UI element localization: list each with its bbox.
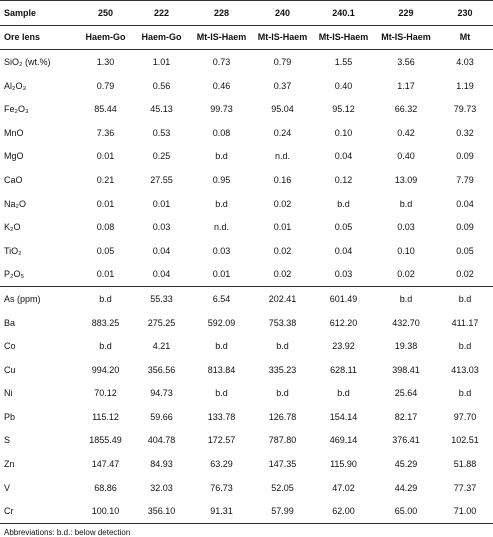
value-cell: b.d: [215, 151, 228, 162]
value-cell: 63.29: [210, 459, 233, 470]
value-cell: 0.21: [96, 174, 115, 185]
value-cell: 1.01: [152, 56, 171, 67]
value-cell: 1.55: [334, 56, 353, 67]
value-cell: 1.30: [96, 56, 115, 67]
value-cell: 0.04: [152, 245, 171, 256]
value-cell: 65.00: [375, 499, 437, 523]
value-cell: 0.40: [397, 151, 415, 162]
value-cell: 0.03: [334, 269, 353, 280]
value-cell: 66.32: [394, 104, 418, 115]
analyte-label: Co: [4, 341, 16, 352]
value-cell: 404.78: [147, 435, 176, 446]
value-cell: 91.31: [190, 499, 253, 523]
value-cell: 0.46: [212, 80, 231, 91]
analyte-label: Cu: [4, 364, 16, 375]
value-cell: b.d: [399, 198, 413, 209]
sample-id: 240.1: [312, 1, 375, 26]
value-cell: 0.01: [273, 222, 292, 233]
table-body: [0, 50, 493, 524]
analyte-label: TiO₂: [4, 245, 22, 256]
value-cell: 413.03: [451, 364, 479, 375]
analyte-label: MgO: [4, 151, 24, 162]
value-cell: 813.84: [207, 364, 236, 375]
value-cell: b.d: [337, 198, 350, 209]
value-cell: 133.78: [207, 411, 236, 422]
value-cell: 0.02: [273, 245, 292, 256]
table-row: [0, 452, 493, 476]
value-cell: 753.38: [268, 317, 297, 328]
sample-id: 222: [133, 1, 190, 26]
analyte-label: V: [4, 482, 11, 493]
value-cell: 0.04: [334, 245, 353, 256]
table-row: [0, 476, 493, 500]
value-cell: 202.41: [253, 287, 312, 311]
value-cell: 0.79: [273, 56, 292, 67]
value-cell: 0.25: [152, 151, 171, 162]
value-cell: 0.08: [212, 127, 231, 138]
value-cell: 44.29: [394, 482, 418, 493]
value-cell: 0.01: [96, 269, 115, 280]
table-row: [0, 74, 493, 98]
value-cell: 0.05: [96, 245, 115, 256]
value-cell: 4.21: [152, 341, 171, 352]
table-row: [0, 168, 493, 192]
value-cell: 70.12: [94, 388, 117, 399]
value-cell: 7.79: [456, 174, 474, 185]
ore-lens-type: Mt-IS-Haem: [253, 25, 312, 50]
value-cell: 0.42: [397, 127, 415, 138]
table-row: [0, 287, 493, 311]
value-cell: 1.19: [456, 80, 474, 91]
value-cell: 19.38: [394, 341, 418, 352]
value-cell: 1855.49: [89, 435, 122, 446]
value-cell: b.d: [215, 341, 228, 352]
value-cell: 628.11: [330, 364, 357, 375]
value-cell: 612.20: [329, 317, 358, 328]
value-cell: 0.10: [397, 245, 415, 256]
ore-lens-type: Mt-IS-Haem: [375, 25, 437, 50]
value-cell: 592.09: [207, 317, 236, 328]
value-cell: 147.35: [268, 459, 297, 470]
value-cell: b.d: [78, 287, 133, 311]
value-cell: n.d.: [213, 222, 229, 233]
value-cell: 0.05: [456, 245, 474, 256]
analyte-label: As (ppm): [0, 287, 78, 311]
value-cell: 0.01: [152, 198, 171, 209]
value-cell: 0.79: [96, 80, 115, 91]
value-cell: 0.05: [334, 222, 353, 233]
value-cell: b.d: [276, 388, 289, 399]
value-cell: 0.24: [273, 127, 292, 138]
value-cell: 147.47: [91, 459, 120, 470]
table-row: [0, 429, 493, 453]
analyte-label: Ba: [4, 317, 16, 328]
value-cell: 32.03: [150, 482, 173, 493]
value-cell: 27.55: [150, 174, 173, 185]
value-cell: 45.29: [394, 459, 418, 470]
value-cell: b.d: [437, 287, 493, 311]
analyte-label: Ni: [4, 388, 13, 399]
value-cell: 0.04: [456, 198, 474, 209]
value-cell: 0.32: [456, 127, 474, 138]
value-cell: 0.16: [273, 174, 292, 185]
value-cell: 0.04: [334, 151, 353, 162]
value-cell: 77.37: [453, 482, 477, 493]
analyte-label: K₂O: [4, 222, 21, 233]
table-row: [0, 358, 493, 382]
value-cell: 115.90: [330, 459, 357, 470]
sample-header-row: [0, 1, 493, 26]
value-cell: 0.95: [212, 174, 231, 185]
sample-id: 230: [437, 1, 493, 26]
value-cell: 100.10: [78, 499, 133, 523]
value-cell: 154.14: [329, 411, 358, 422]
value-cell: 0.08: [96, 222, 115, 233]
sample-id: 240: [253, 1, 312, 26]
table-row: [0, 334, 493, 358]
value-cell: 398.41: [392, 364, 420, 375]
value-cell: 4.03: [456, 56, 474, 67]
value-cell: 0.02: [273, 269, 292, 280]
table-row: [0, 192, 493, 216]
footnote: Abbreviations: b.d.: below detection: [4, 528, 131, 537]
value-cell: 99.73: [210, 104, 233, 115]
analyte-label: Al₂O₃: [4, 80, 27, 91]
value-cell: 335.23: [268, 364, 297, 375]
value-cell: 883.25: [91, 317, 120, 328]
table-row: [0, 405, 493, 429]
value-cell: 0.56: [152, 80, 171, 91]
value-cell: 3.56: [397, 56, 415, 67]
value-cell: 57.99: [253, 499, 312, 523]
analyte-label: Zn: [4, 459, 15, 470]
value-cell: 62.00: [312, 499, 375, 523]
ore-lens-label: Ore lens: [0, 25, 78, 50]
value-cell: 84.93: [150, 459, 173, 470]
value-cell: 0.09: [456, 151, 474, 162]
value-cell: 0.04: [152, 269, 171, 280]
value-cell: b.d: [99, 341, 112, 352]
table-row: [0, 499, 493, 523]
analyte-label: MnO: [4, 127, 24, 138]
analyte-label: SiO₂ (wt.%): [4, 56, 51, 67]
value-cell: 994.20: [91, 364, 120, 375]
value-cell: 55.33: [133, 287, 190, 311]
value-cell: 172.57: [207, 435, 236, 446]
value-cell: 0.01: [96, 198, 115, 209]
sample-id: 229: [375, 1, 437, 26]
analyte-label: Pb: [4, 411, 16, 422]
value-cell: 23.92: [332, 341, 355, 352]
value-cell: 787.80: [268, 435, 297, 446]
value-cell: 68.86: [94, 482, 117, 493]
sample-label: Sample: [0, 1, 78, 26]
analyte-label: CaO: [4, 174, 23, 185]
table-row: [0, 239, 493, 263]
value-cell: 126.78: [268, 411, 297, 422]
value-cell: b.d: [215, 388, 228, 399]
value-cell: 59.66: [150, 411, 173, 422]
value-cell: 0.73: [212, 56, 231, 67]
table-row: [0, 121, 493, 145]
value-cell: b.d: [337, 388, 350, 399]
value-cell: 1.17: [397, 80, 415, 91]
value-cell: 0.02: [397, 269, 415, 280]
analyte-label: P₂O₅: [4, 269, 25, 280]
value-cell: 0.53: [152, 127, 171, 138]
value-cell: 71.00: [437, 499, 493, 523]
table-row: [0, 263, 493, 287]
value-cell: 0.40: [334, 80, 353, 91]
value-cell: 102.51: [451, 435, 479, 446]
value-cell: 376.41: [392, 435, 420, 446]
value-cell: 0.12: [334, 174, 353, 185]
analyte-label: Cr: [0, 499, 78, 523]
value-cell: 52.05: [271, 482, 294, 493]
value-cell: 0.37: [273, 80, 292, 91]
value-cell: 13.09: [394, 174, 418, 185]
value-cell: 469.14: [329, 435, 358, 446]
sample-id: 228: [190, 1, 253, 26]
value-cell: 115.12: [92, 411, 119, 422]
value-cell: 601.49: [312, 287, 375, 311]
analyte-label: Fe₂O₃: [4, 104, 29, 115]
table-row: [0, 215, 493, 239]
table-row: [0, 50, 493, 74]
value-cell: 0.02: [273, 198, 292, 209]
value-cell: 0.03: [152, 222, 171, 233]
analyte-label: S: [4, 435, 11, 446]
value-cell: 47.02: [332, 482, 355, 493]
sample-id: 250: [78, 1, 133, 26]
value-cell: 85.44: [94, 104, 117, 115]
value-cell: 411.17: [451, 317, 479, 328]
value-cell: b.d: [458, 341, 472, 352]
ore-lens-type: Mt-IS-Haem: [312, 25, 375, 50]
value-cell: 95.12: [332, 104, 355, 115]
value-cell: b.d: [276, 341, 289, 352]
value-cell: 7.36: [96, 127, 115, 138]
table-row: [0, 97, 493, 121]
value-cell: 356.56: [147, 364, 176, 375]
value-cell: 0.03: [397, 222, 415, 233]
value-cell: n.d.: [274, 151, 290, 162]
analyte-label: Na₂O: [4, 198, 26, 209]
table-row: [0, 311, 493, 335]
value-cell: 0.01: [96, 151, 115, 162]
value-cell: 0.03: [212, 245, 231, 256]
ore-lens-header-row: [0, 25, 493, 50]
value-cell: 79.73: [453, 104, 477, 115]
ore-lens-type: Haem-Go: [78, 25, 133, 50]
table-row: [0, 145, 493, 169]
table-row: [0, 382, 493, 406]
value-cell: 0.09: [456, 222, 474, 233]
value-cell: 6.54: [190, 287, 253, 311]
value-cell: 0.10: [334, 127, 353, 138]
value-cell: 275.25: [147, 317, 176, 328]
value-cell: 45.13: [150, 104, 173, 115]
value-cell: 94.73: [150, 388, 173, 399]
value-cell: b.d: [458, 388, 472, 399]
value-cell: 51.88: [453, 459, 477, 470]
value-cell: 76.73: [210, 482, 233, 493]
ore-lens-type: Mt: [437, 25, 493, 50]
value-cell: 432.70: [392, 317, 420, 328]
value-cell: b.d: [375, 287, 437, 311]
value-cell: b.d: [215, 198, 228, 209]
value-cell: 0.02: [456, 269, 474, 280]
value-cell: 82.17: [394, 411, 418, 422]
value-cell: 95.04: [271, 104, 294, 115]
value-cell: 97.70: [453, 411, 477, 422]
ore-lens-type: Haem-Go: [133, 25, 190, 50]
ore-lens-type: Mt-IS-Haem: [190, 25, 253, 50]
value-cell: 0.01: [212, 269, 231, 280]
value-cell: 356.10: [133, 499, 190, 523]
value-cell: 25.64: [394, 388, 418, 399]
